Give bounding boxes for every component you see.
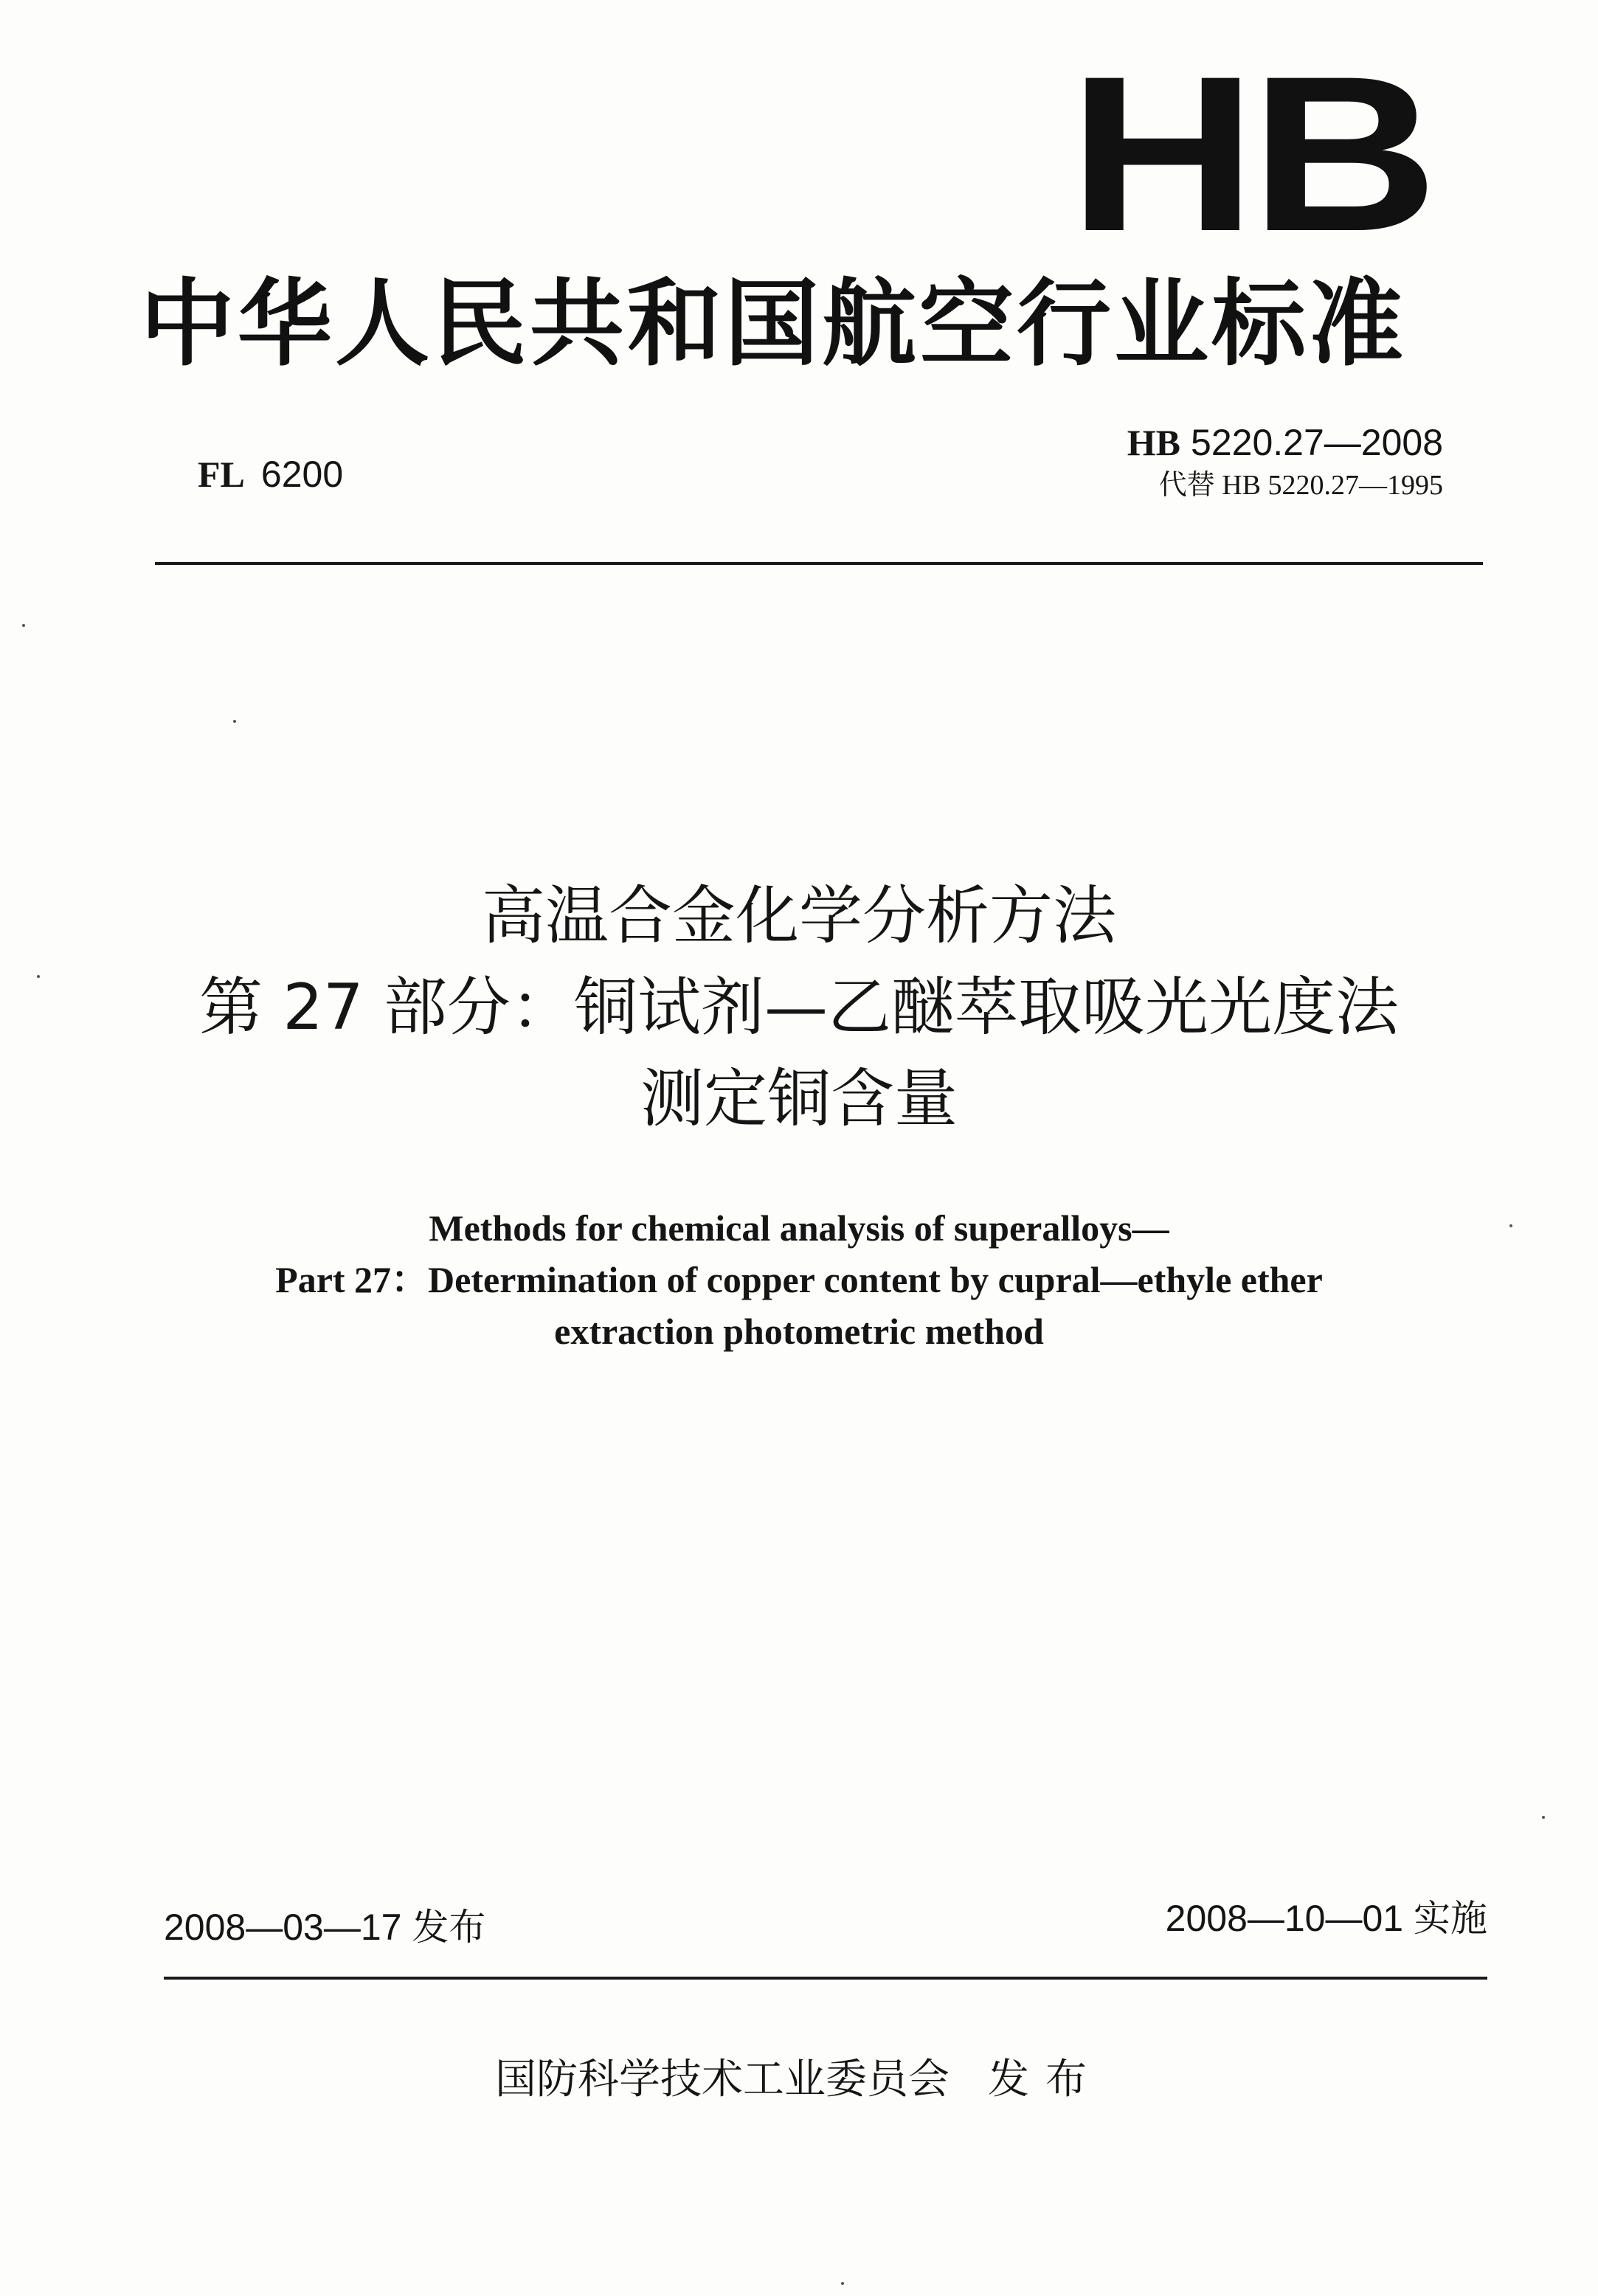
- chinese-title-line-1: 高温合金化学分析方法: [482, 879, 1116, 953]
- scan-speck: [233, 720, 236, 723]
- classification-number: 6200: [260, 454, 344, 495]
- chinese-title-line-2: 第 27 部分：铜试剂—乙醚萃取吸光光度法: [198, 971, 1400, 1044]
- standard-number: [1127, 419, 1443, 466]
- footer-divider: [164, 1977, 1487, 1980]
- issuer-name: 国防科学技术工业委员会: [495, 2056, 950, 2103]
- replaces-note: 代替 HB 5220.27—1995: [1158, 470, 1443, 501]
- classification-code: [198, 450, 343, 499]
- scan-speck: [1542, 1816, 1545, 1819]
- issuing-authority: [0, 2052, 1598, 2108]
- english-title-line-3: extraction photometric method: [554, 1311, 1044, 1352]
- publish-date: 2008—03—17 发布: [164, 1907, 486, 1948]
- implementation-date: 2008—10—01 实施: [1165, 1898, 1487, 1939]
- english-title: [0, 1202, 1598, 1357]
- english-title-line-1: Methods for chemical analysis of superalloys—: [429, 1207, 1169, 1249]
- scan-speck: [841, 2282, 844, 2285]
- standard-category-title: 中华人民共和国航空行业标准: [140, 269, 1407, 379]
- english-title-line-2: Part 27：Determination of copper content by cupral—ethyle ether: [275, 1259, 1323, 1300]
- standard-number-prefix: HB: [1127, 422, 1181, 463]
- classification-prefix: FL: [198, 454, 245, 495]
- header-divider: [155, 562, 1483, 565]
- scan-speck: [1509, 1224, 1512, 1227]
- scan-speck: [37, 975, 40, 978]
- standard-number-value: 5220.27—2008: [1191, 422, 1443, 463]
- scan-speck: [22, 624, 25, 627]
- chinese-title: [0, 870, 1598, 1145]
- standard-number-block: [1127, 419, 1443, 504]
- hb-logo: HB: [1068, 30, 1432, 277]
- issuer-verb: 发布: [988, 2056, 1103, 2103]
- chinese-title-line-3: 测定铜含量: [640, 1062, 958, 1136]
